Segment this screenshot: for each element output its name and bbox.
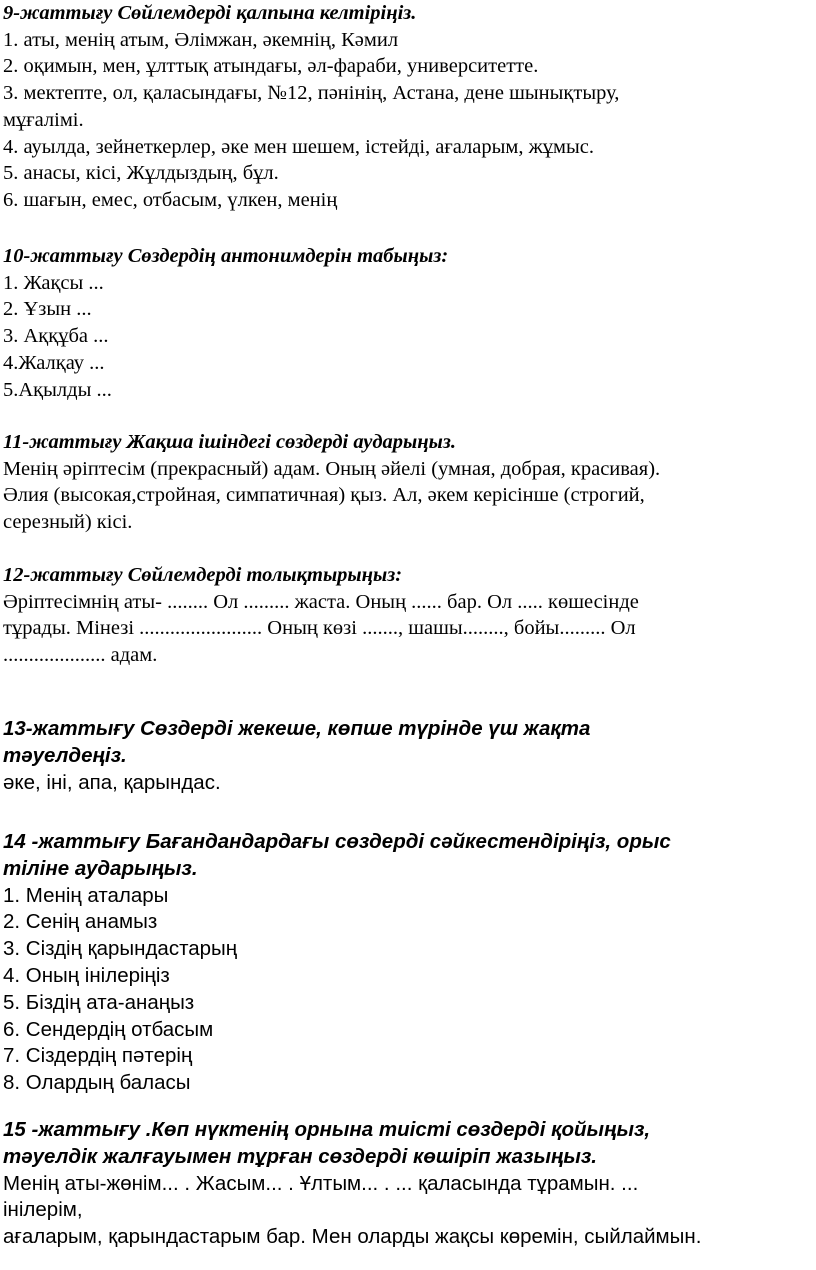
exercise-9-item: 6. шағын, емес, отбасым, үлкен, менің bbox=[3, 188, 338, 211]
exercise-14 bbox=[3, 829, 813, 1097]
exercise-9-item: 4. ауылда, зейнеткерлер, әке мен шешем, істейді, ағаларым, жұмыс. bbox=[3, 135, 595, 158]
exercise-10-title: 10-жаттығу Сөздердің антонимдерін табыңыз: bbox=[3, 245, 449, 267]
exercise-11-line: Әлия (высокая,стройная, симпатичная) қыз. Ал, әкем керісінше (строгий, bbox=[3, 484, 645, 507]
exercise-9-item: 2. оқимын, мен, ұлттық атындағы, әл-фараби, университетте. bbox=[3, 55, 539, 78]
exercise-15-title-cont: тәуелдік жалғауымен тұрған сөздерді көшіріп жазыңыз. bbox=[3, 1144, 597, 1168]
exercise-13-title: 13-жаттығу Сөздерді жекеше, көпше түрінде үш жақта bbox=[3, 717, 591, 740]
exercise-12-line: .................... адам. bbox=[3, 644, 158, 667]
exercise-14-item: 8. Олардың баласы bbox=[3, 1071, 191, 1095]
exercise-11-line: Менің әріптесім (прекрасный) адам. Оның әйелі (умная, добрая, красивая). bbox=[3, 457, 661, 480]
exercise-14-title-cont: тіліне аударыңыз. bbox=[3, 856, 198, 880]
exercise-13-text: әке, іні, апа, қарындас. bbox=[3, 770, 221, 794]
exercise-12-line: Әріптесімнің аты- ........ Ол ......... жаста. Оның ...... бар. Ол ..... көшесінде bbox=[3, 590, 639, 613]
exercise-14-item: 6. Сендердің отбасым bbox=[3, 1017, 214, 1041]
exercise-9-item: 1. аты, менің атым, Әлімжан, әкемнің, Кәмил bbox=[3, 28, 399, 51]
exercise-12 bbox=[3, 562, 813, 669]
exercise-10-item: 3. Аққұба ... bbox=[3, 325, 109, 348]
exercise-14-item: 7. Сіздердің пәтерің bbox=[3, 1044, 193, 1068]
exercise-10-item: 2. Ұзын ... bbox=[3, 298, 92, 321]
exercise-15 bbox=[3, 1117, 813, 1251]
exercise-14-item: 2. Сенің анамыз bbox=[3, 910, 158, 934]
exercise-9 bbox=[3, 0, 813, 214]
exercise-11-title: 11-жаттығу Жақша ішіндегі сөздерді аударыңыз. bbox=[3, 431, 456, 453]
exercise-14-item: 3. Сіздің қарындастарың bbox=[3, 937, 238, 961]
exercise-12-line: тұрады. Мінезі ........................ Оның көзі ......., шашы........, бойы......... Ол bbox=[3, 617, 636, 640]
exercise-15-line: Менің аты-жөнім... . Жасым... . Ұлтым... . ... қаласында тұрамын. ... bbox=[3, 1171, 639, 1195]
exercise-10-item: 1. Жақсы ... bbox=[3, 271, 104, 294]
exercise-14-item: 4. Оның інілеріңіз bbox=[3, 963, 170, 987]
exercise-14-item: 1. Менің аталары bbox=[3, 883, 169, 907]
exercise-15-title: 15 -жаттығу .Көп нүктенің орнына тиісті сөздерді қойыңыз, bbox=[3, 1118, 651, 1141]
exercise-10-item: 4.Жалқау ... bbox=[3, 351, 105, 374]
exercise-10 bbox=[3, 243, 813, 403]
exercise-14-title: 14 -жаттығу Бағандандардағы сөздерді сәйкестендіріңіз, орыс bbox=[3, 830, 671, 853]
exercise-9-title: 9-жаттығу Сөйлемдерді қалпына келтіріңіз. bbox=[3, 2, 417, 24]
exercise-15-line: ағаларым, қарындастарым бар. Мен оларды жақсы көремін, сыйлаймын. bbox=[3, 1225, 702, 1249]
exercise-15-line: інілерім, bbox=[3, 1198, 83, 1222]
exercise-10-item: 5.Ақылды ... bbox=[3, 378, 112, 401]
exercise-11 bbox=[3, 429, 813, 536]
exercise-13-title-cont: тәуелдеңіз. bbox=[3, 743, 127, 767]
exercise-14-item: 5. Біздің ата-анаңыз bbox=[3, 990, 195, 1014]
exercise-13 bbox=[3, 716, 813, 796]
exercise-9-item: 5. анасы, кісі, Жұлдыздың, бұл. bbox=[3, 162, 279, 185]
exercise-9-item: мұғалімі. bbox=[3, 108, 84, 131]
exercise-12-title: 12-жаттығу Сөйлемдерді толықтырыңыз: bbox=[3, 564, 403, 586]
exercise-9-item: 3. мектепте, ол, қаласындағы, №12, пәнінің, Астана, дене шынықтыру, bbox=[3, 82, 620, 105]
exercise-11-line: серезный) кісі. bbox=[3, 511, 133, 534]
